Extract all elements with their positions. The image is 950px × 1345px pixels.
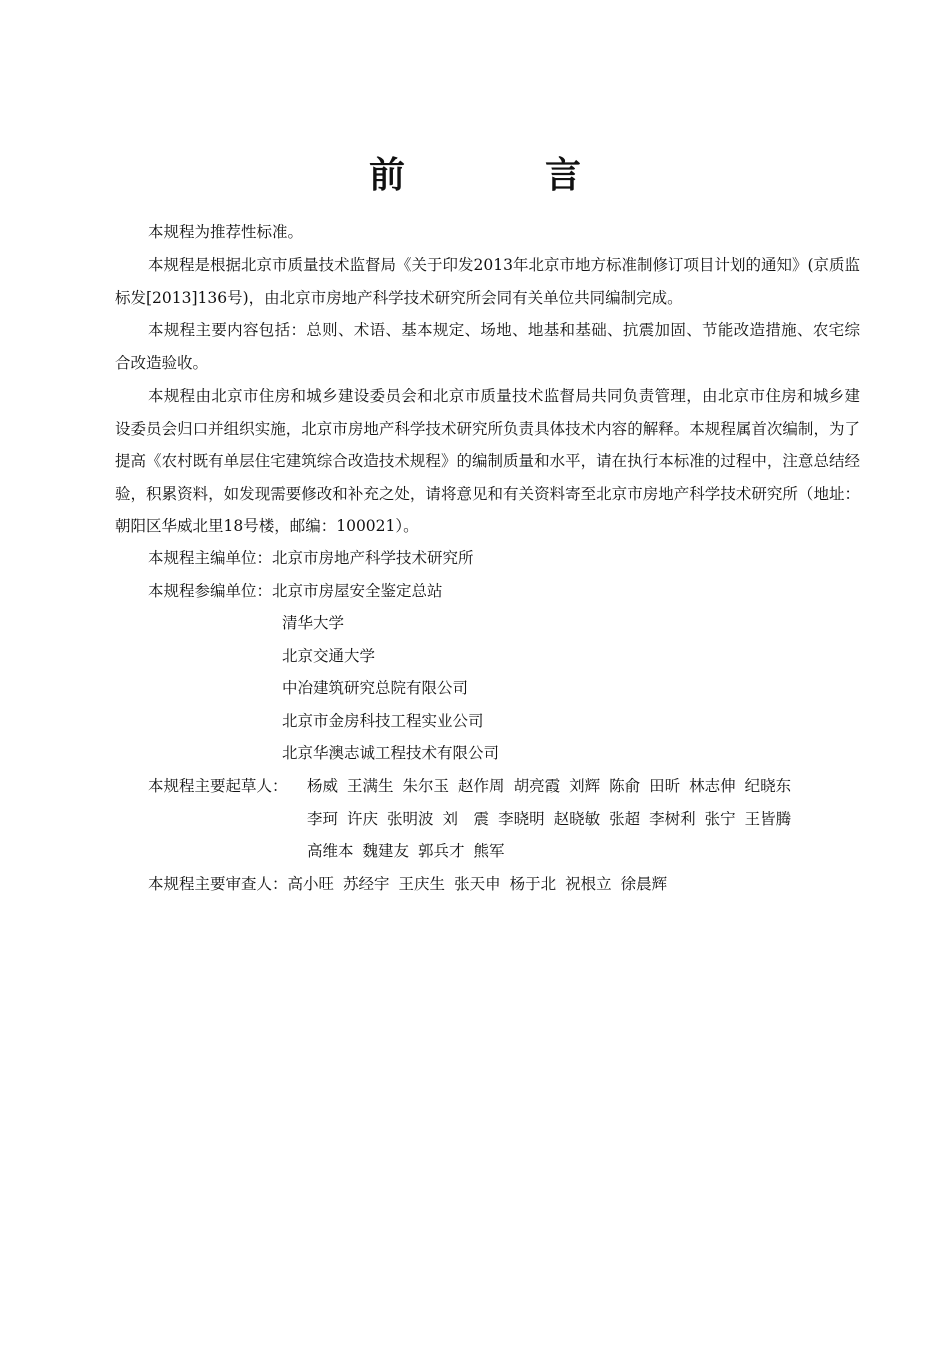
drafter-name: 纪晓东	[744, 777, 792, 795]
drafter-name: 赵作周	[458, 777, 505, 795]
drafter-name: 张明波	[387, 810, 434, 828]
drafter-name: 陈俞	[609, 777, 641, 795]
reviewer-name: 高小旺	[287, 875, 335, 893]
drafter-name: 张超	[609, 810, 641, 828]
paragraph-4: 本规程由北京市住房和城乡建设委员会和北京市质量技术监督局共同负责管理，由北京市住房和城乡建设委员会归口并组织实施，北京市房地产科学技术研究所负责具体技术内容的解释。本规程属首次编制，为了提高《农村既有单层住宅建筑综合改造技术规程》的编制质量和水平，请在执行本标准的过程中，注意总结经验，积累资料，如发现需要修改和补充之处，请将意见和有关资料寄至北京市房地产科学技术研究所（地址：朝阳区华威北里18号楼，邮编：100021）。	[115, 387, 860, 535]
participating-unit: 北京市房屋安全鉴定总站	[272, 582, 443, 600]
participating-unit: 北京市金房科技工程实业公司	[282, 712, 484, 730]
drafters-row-1	[307, 770, 800, 803]
page-title: 前 言	[368, 154, 633, 196]
drafter-name: 张宁	[704, 810, 736, 828]
paragraph-1: 本规程为推荐性标准。	[148, 223, 304, 241]
drafter-name: 赵晓敏	[553, 810, 601, 828]
participating-label: 本规程参编单位：	[148, 582, 273, 600]
drafter-name: 李树利	[649, 810, 696, 828]
reviewer-name: 苏经宇	[343, 875, 390, 893]
paragraph-3: 本规程主要内容包括：总则、术语、基本规定、场地、地基和基础、抗震加固、节能改造措施、农宅综合改造验收。	[115, 321, 860, 372]
participating-unit: 清华大学	[282, 614, 345, 632]
drafter-name: 高维本	[307, 842, 354, 860]
drafter-name: 魏建友	[362, 842, 410, 860]
drafter-name: 朱尔玉	[402, 777, 450, 795]
drafters-row-2	[307, 803, 800, 836]
chief-editor-line	[148, 542, 474, 575]
drafter-name: 许庆	[347, 810, 379, 828]
reviewers-label: 本规程主要审查人：	[148, 875, 288, 893]
drafter-name: 刘辉	[569, 777, 601, 795]
paragraph-2: 本规程是根据北京市质量技术监督局《关于印发2013年北京市地方标准制修订项目计划的通知》(京质监标发[2013]136号)，由北京市房地产科学技术研究所会同有关单位共同编制完成。	[115, 256, 860, 307]
participating-unit: 中冶建筑研究总院有限公司	[282, 679, 469, 697]
drafters-label: 本规程主要起草人：	[148, 777, 288, 795]
drafter-name: 李珂	[307, 810, 339, 828]
drafter-name: 熊军	[473, 842, 505, 860]
participating-unit: 北京交通大学	[282, 647, 376, 665]
reviewers-line	[148, 868, 676, 901]
reviewer-name: 杨于北	[509, 875, 557, 893]
reviewer-name: 张天申	[454, 875, 501, 893]
reviewer-name: 徐晨辉	[620, 875, 668, 893]
participating-unit: 北京华澳志诚工程技术有限公司	[282, 744, 500, 762]
chief-editor-value: 北京市房地产科学技术研究所	[272, 549, 474, 567]
drafter-name: 刘 震	[442, 810, 490, 828]
drafter-name: 王满生	[347, 777, 394, 795]
reviewer-name: 王庆生	[398, 875, 446, 893]
drafter-name: 林志伸	[689, 777, 736, 795]
drafter-name: 胡亮霞	[513, 777, 561, 795]
reviewer-name: 祝根立	[565, 875, 612, 893]
drafters-row-3	[307, 835, 514, 868]
drafter-name: 杨威	[307, 777, 339, 795]
participating-line	[148, 575, 443, 608]
chief-editor-label: 本规程主编单位：	[148, 549, 273, 567]
drafter-name: 李晓明	[498, 810, 545, 828]
drafter-name: 田昕	[649, 777, 681, 795]
drafter-name: 王皆腾	[744, 810, 792, 828]
drafter-name: 郭兵才	[418, 842, 465, 860]
